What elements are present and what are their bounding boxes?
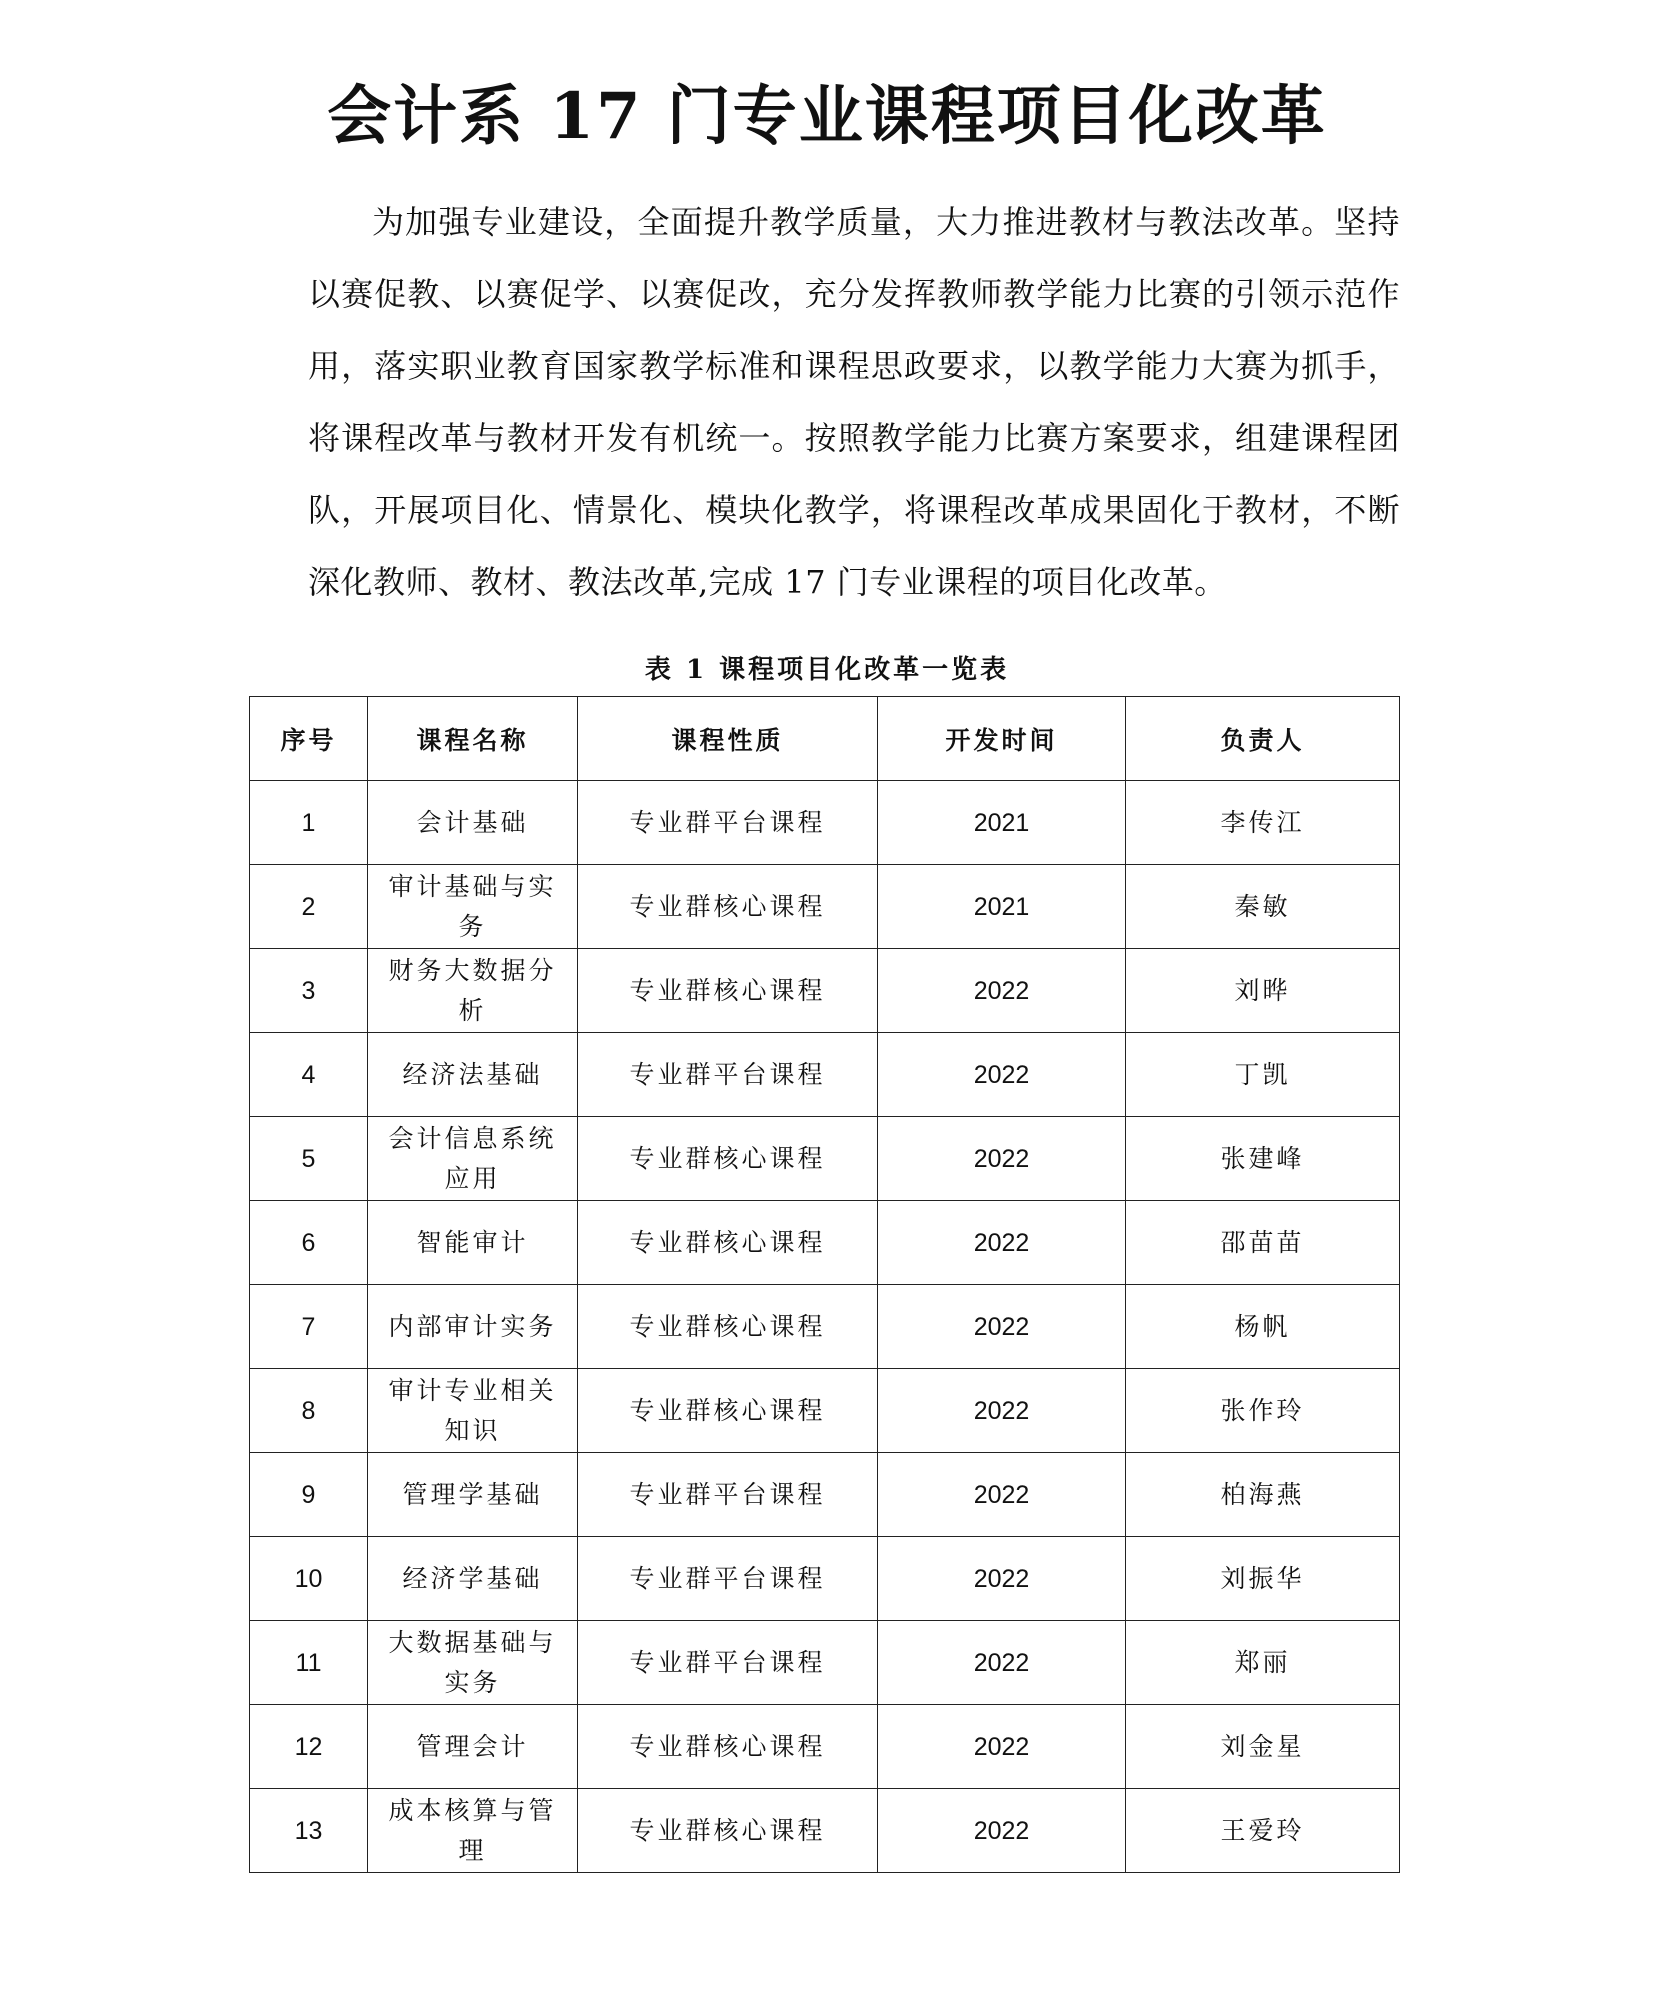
cell-course-type: 专业群核心课程 [578, 1117, 878, 1201]
cell-index: 4 [250, 1033, 368, 1117]
cell-course-name: 大数据基础与实务 [368, 1621, 578, 1705]
cell-index: 11 [250, 1621, 368, 1705]
cell-dev-year: 2022 [878, 1369, 1126, 1453]
cell-course-name: 财务大数据分析 [368, 949, 578, 1033]
cell-course-type: 专业群核心课程 [578, 949, 878, 1033]
cell-owner: 王爱玲 [1126, 1789, 1400, 1873]
cell-owner: 邵苗苗 [1126, 1201, 1400, 1285]
cell-index: 2 [250, 865, 368, 949]
cell-index: 1 [250, 781, 368, 865]
table-caption: 表 1 课程项目化改革一览表 [644, 655, 1010, 685]
table-row [250, 1369, 1400, 1453]
cell-index: 13 [250, 1789, 368, 1873]
table-row [250, 1789, 1400, 1873]
cell-dev-year: 2022 [878, 949, 1126, 1033]
cell-course-name: 审计专业相关知识 [368, 1369, 578, 1453]
table-row [250, 1621, 1400, 1705]
table-row [250, 865, 1400, 949]
cell-course-name: 管理学基础 [368, 1453, 578, 1537]
cell-dev-year: 2021 [878, 865, 1126, 949]
cell-dev-year: 2022 [878, 1705, 1126, 1789]
table-row [250, 1537, 1400, 1621]
document-title: 会计系 17 门专业课程项目化改革 [327, 79, 1327, 154]
table-row [250, 1201, 1400, 1285]
cell-dev-year: 2022 [878, 1789, 1126, 1873]
cell-owner: 丁凯 [1126, 1033, 1400, 1117]
cell-dev-year: 2021 [878, 781, 1126, 865]
cell-course-type: 专业群平台课程 [578, 1537, 878, 1621]
cell-owner: 刘振华 [1126, 1537, 1400, 1621]
cell-owner: 刘金星 [1126, 1705, 1400, 1789]
table-row [250, 1117, 1400, 1201]
cell-index: 3 [250, 949, 368, 1033]
header-course-type: 课程性质 [578, 697, 878, 781]
cell-course-type: 专业群核心课程 [578, 1789, 878, 1873]
table-row [250, 781, 1400, 865]
cell-owner: 张作玲 [1126, 1369, 1400, 1453]
table-row [250, 1705, 1400, 1789]
cell-course-type: 专业群核心课程 [578, 1285, 878, 1369]
cell-course-name: 经济法基础 [368, 1033, 578, 1117]
table-row [250, 1285, 1400, 1369]
course-table [249, 696, 1400, 1873]
cell-course-name: 智能审计 [368, 1201, 578, 1285]
table-body [250, 781, 1400, 1873]
header-index: 序号 [250, 697, 368, 781]
cell-dev-year: 2022 [878, 1201, 1126, 1285]
cell-course-type: 专业群核心课程 [578, 1705, 878, 1789]
cell-course-type: 专业群核心课程 [578, 1201, 878, 1285]
cell-index: 12 [250, 1705, 368, 1789]
cell-course-type: 专业群平台课程 [578, 1033, 878, 1117]
cell-course-name: 成本核算与管理 [368, 1789, 578, 1873]
cell-index: 10 [250, 1537, 368, 1621]
cell-owner: 秦敏 [1126, 865, 1400, 949]
intro-paragraph: 为加强专业建设，全面提升教学质量，大力推进教材与教法改革。坚持以赛促教、以赛促学、以赛促改，充分发挥教师教学能力比赛的引领示范作用，落实职业教育国家教学标准和课程思政要求，以教学能力大赛为抓手，将课程改革与教材开发有机统一。按照教学能力比赛方案要求，组建课程团队，开展项目化、情景化、模块化教学，将课程改革成果固化于教材，不断深化教师、教材、教法改革,完成 17 门专业课程的项目化改革。 [308, 203, 1400, 601]
cell-index: 5 [250, 1117, 368, 1201]
table-row [250, 1453, 1400, 1537]
table-header-row [250, 697, 1400, 781]
cell-owner: 刘晔 [1126, 949, 1400, 1033]
table-row [250, 949, 1400, 1033]
cell-index: 6 [250, 1201, 368, 1285]
cell-dev-year: 2022 [878, 1453, 1126, 1537]
cell-course-name: 内部审计实务 [368, 1285, 578, 1369]
cell-dev-year: 2022 [878, 1117, 1126, 1201]
cell-course-name: 审计基础与实务 [368, 865, 578, 949]
cell-course-type: 专业群核心课程 [578, 865, 878, 949]
cell-owner: 张建峰 [1126, 1117, 1400, 1201]
cell-course-type: 专业群核心课程 [578, 1369, 878, 1453]
cell-course-type: 专业群平台课程 [578, 781, 878, 865]
header-dev-year: 开发时间 [878, 697, 1126, 781]
header-owner: 负责人 [1126, 697, 1400, 781]
cell-dev-year: 2022 [878, 1537, 1126, 1621]
cell-course-name: 管理会计 [368, 1705, 578, 1789]
cell-course-name: 会计基础 [368, 781, 578, 865]
cell-owner: 柏海燕 [1126, 1453, 1400, 1537]
cell-course-type: 专业群平台课程 [578, 1621, 878, 1705]
cell-index: 7 [250, 1285, 368, 1369]
cell-owner: 杨帆 [1126, 1285, 1400, 1369]
cell-index: 8 [250, 1369, 368, 1453]
cell-dev-year: 2022 [878, 1285, 1126, 1369]
table-row [250, 1033, 1400, 1117]
cell-index: 9 [250, 1453, 368, 1537]
cell-owner: 郑丽 [1126, 1621, 1400, 1705]
cell-course-name: 会计信息系统应用 [368, 1117, 578, 1201]
cell-course-name: 经济学基础 [368, 1537, 578, 1621]
cell-owner: 李传江 [1126, 781, 1400, 865]
cell-course-type: 专业群平台课程 [578, 1453, 878, 1537]
header-course-name: 课程名称 [368, 697, 578, 781]
cell-dev-year: 2022 [878, 1033, 1126, 1117]
cell-dev-year: 2022 [878, 1621, 1126, 1705]
